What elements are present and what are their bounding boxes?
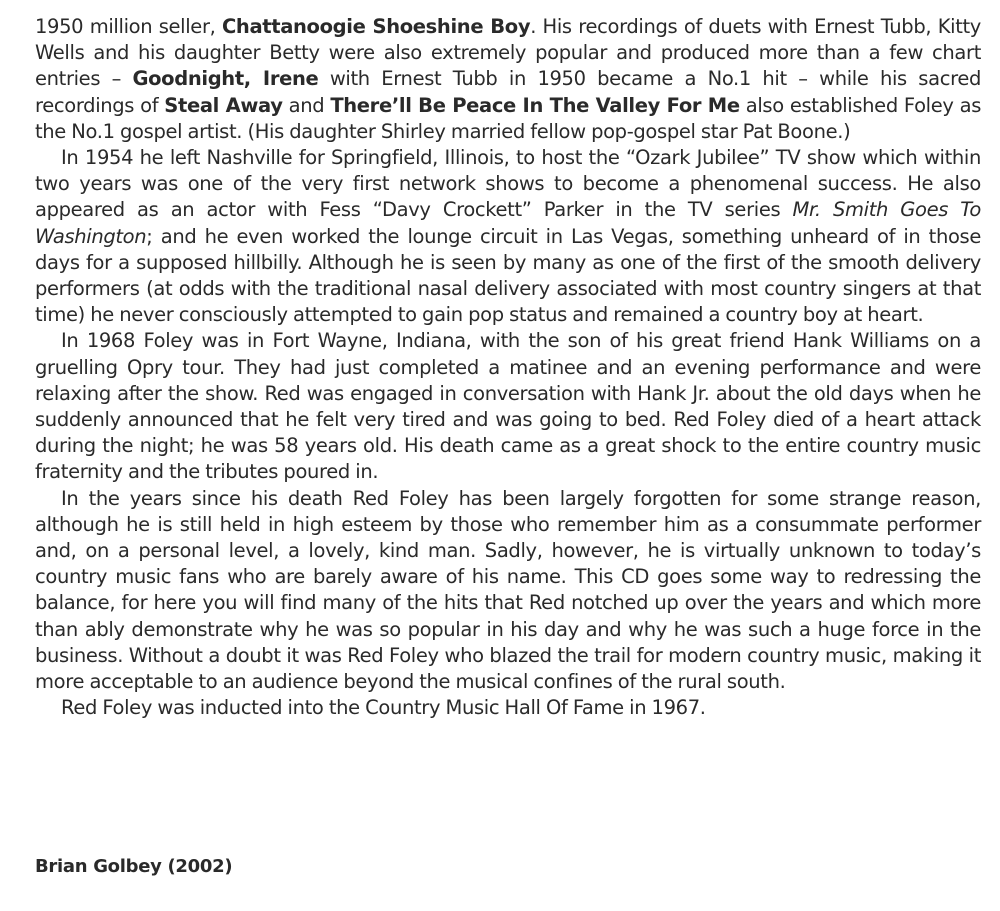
paragraph-1: [35, 14, 981, 145]
song-title-chattanoogie-shoeshine-boy: Chattanoogie Shoeshine Boy: [221, 15, 531, 38]
paragraph-1-text: . His recordings of duets with Ernest Tubb, Kitty Wells and his daughter Betty were also extremely popular and produced more than a few chart entries –: [35, 15, 981, 91]
song-title-goodnight-irene: Goodnight, Irene: [132, 67, 319, 91]
tv-series-title: Mr. Smith Goes To Washington: [35, 198, 981, 248]
liner-notes-body: [35, 14, 981, 721]
paragraph-5: Red Foley was inducted into the Country Music Hall Of Fame in 1967.: [61, 696, 706, 720]
paragraph-3: In 1968 Foley was in Fort Wayne, Indiana, with the son of his great friend Hank Williams on a gruelling Opry tour. They had just completed a matinee and an evening performance and were relaxing after the show. Red was engaged in conversation with Hank Jr. about the old days when he suddenly announced that he felt very tired and was going to bed. Red Foley died of a heart attack during the night; he was 58 years old. His death came as a great shock to the entire country music fraternity and the tributes poured in.: [35, 329, 981, 484]
paragraph-1-text: 1950 million seller,: [35, 15, 222, 38]
paragraph-1-text: also established Foley as the No.1 gospel artist. (His daughter Shirley married fellow pop-gospel star Pat Boone.): [35, 93, 982, 143]
song-title-peace-in-the-valley: There’ll Be Peace In The Valley For Me: [330, 93, 740, 117]
paragraph-2: [35, 145, 981, 328]
paragraph-2-text: ; and he even worked the lounge circuit in Las Vegas, something unheard of in those days for a supposed hillbilly. Although he is seen by many as one of the first of the smooth delivery performers (at odds with the traditional nasal delivery associated with most country singers at that time) he never consciously attempted to gain pop status and remained a country boy at heart.: [35, 224, 981, 327]
paragraph-1-text: and: [282, 93, 331, 117]
author-signature: Brian Golbey (2002): [35, 856, 233, 877]
paragraph-4: In the years since his death Red Foley has been largely forgotten for some strange reason, although he is still held in high esteem by those who remember him as a consummate performer and, on a personal level, a lovely, kind man. Sadly, however, he is virtually unknown to today’s country music fans who are barely aware of his name. This CD goes some way to redressing the balance, for here you will find many of the hits that Red notched up over the years and which more than ably demonstrate why he was so popular in his day and why he was such a huge force in the business. Without a doubt it was Red Foley who blazed the trail for modern country music, making it more acceptable to an audience beyond the musical confines of the rural south.: [35, 486, 981, 694]
paragraph-1-text: with Ernest Tubb in 1950 became a No.1 hit – while his sacred recordings of: [35, 67, 981, 117]
song-title-steal-away: Steal Away: [164, 93, 283, 117]
paragraph-2-text: In 1954 he left Nashville for Springfield, Illinois, to host the “Ozark Jubilee” TV show which within two years was one of the very first network shows to become a phenomenal success. He also appeared as an actor with Fess “Davy Crockett” Parker in the TV series: [35, 146, 981, 222]
